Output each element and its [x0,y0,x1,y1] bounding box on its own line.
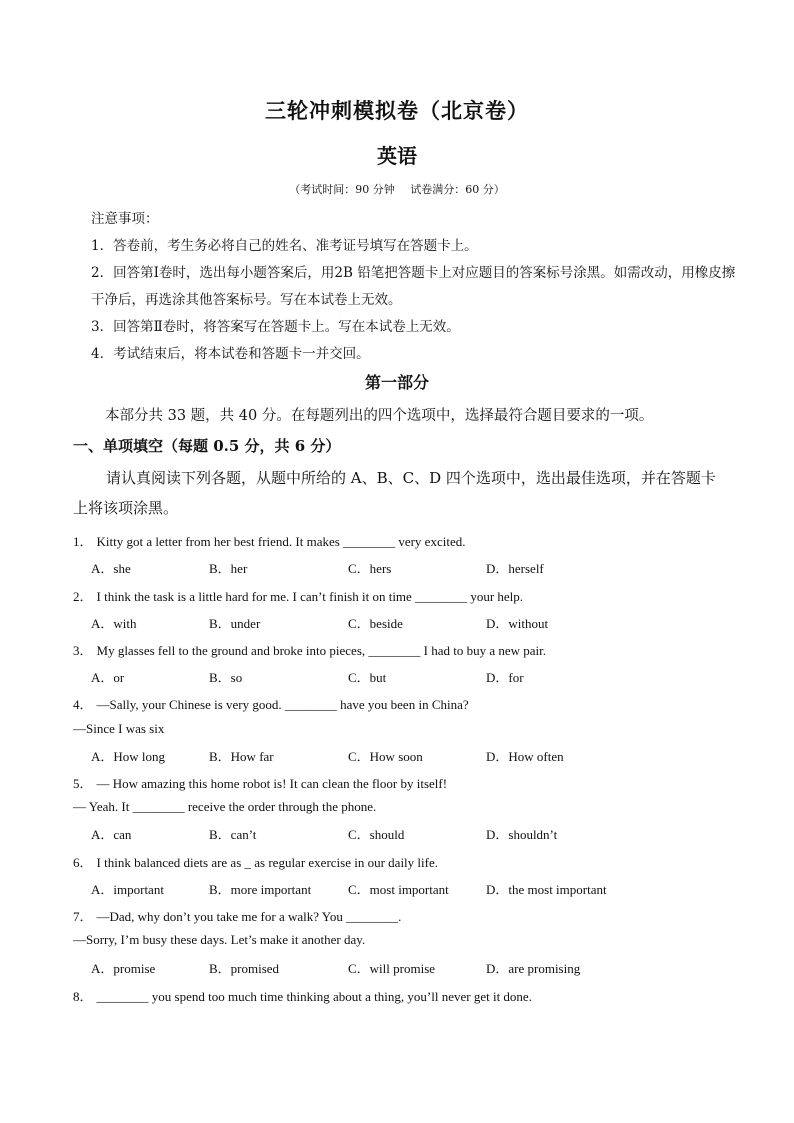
answer-option: C．should [348,827,405,842]
exam-time: （考试时间：90 分钟 [289,183,395,196]
part-description: 本部分共 33 题，共 40 分。在每题列出的四个选项中，选择最符合题目要求的一项。 [105,408,654,424]
question-number: 6． [73,855,93,870]
section-instruction [73,463,723,523]
question-number: 8． [73,989,93,1004]
question-stem [73,852,438,871]
answer-option: D．without [486,616,549,631]
question-text: I think the task is a little hard for me. I can’t finish it on time ________ your help. [96,589,524,604]
question-text: I think balanced diets are as _ as regular exercise in our daily life. [96,855,438,870]
answer-option: A．she [91,561,131,576]
answer-option: B．promised [209,961,280,976]
answer-option: B．more important [209,882,312,897]
answer-option: D．for [486,670,524,685]
answer-option: A．promise [91,961,156,976]
question-number: 2． [73,589,93,604]
question-text: —Sally, your Chinese is very good. ________ have you been in China? [96,697,469,712]
answer-option: C．most important [348,882,449,897]
question-number: 5． [73,776,93,791]
question-text: Kitty got a letter from her best friend. It makes ________ very excited. [96,534,466,549]
answer-option: A．How long [91,749,166,764]
dialogue-line: —Since I was six [73,721,165,736]
notice-block [91,206,741,368]
question-number: 3． [73,643,93,658]
answer-option: C．beside [348,616,403,631]
question-number: 4． [73,697,93,712]
question-stem [73,773,447,792]
answer-option: B．her [209,561,248,576]
answer-option: B．so [209,670,243,685]
answer-option: D．herself [486,561,544,576]
exam-score: 试卷满分：60 分） [410,183,505,196]
answer-option: A．or [91,670,125,685]
question-number: 1． [73,534,93,549]
answer-option: B．under [209,616,261,631]
answer-option: C．but [348,670,387,685]
answer-option: A．can [91,827,132,842]
question-stem [73,694,469,713]
answer-option: C．How soon [348,749,423,764]
answer-option: D．are promising [486,961,581,976]
question-text: — How amazing this home robot is! It can clean the floor by itself! [96,776,448,791]
notice-item: 4．考试结束后，将本试卷和答题卡一并交回。 [91,346,370,362]
question-number: 7． [73,909,93,924]
answer-option: D．How often [486,749,564,764]
notice-heading: 注意事项： [91,211,159,227]
instruction-text: 请认真阅读下列各题，从题中所给的 A、B、C、D 四个选项中，选出最佳选项，并在答题卡上将该项涂黑。 [73,469,716,517]
section-title: 一、单项填空（每题 0.5 分，共 6 分） [73,437,341,455]
answer-option: B．can’t [209,827,257,842]
dialogue-line: — Yeah. It ________ receive the order through the phone. [73,799,377,814]
part-title: 第一部分 [364,373,429,392]
question-text: ________ you spend too much time thinking about a thing, you’ll never get it done. [96,989,532,1004]
notice-item: 1．答卷前，考生务必将自己的姓名、准考证号填写在答题卡上。 [91,238,478,254]
question-text: —Dad, why don’t you take me for a walk? You ________. [96,909,402,924]
answer-option: D．the most important [486,882,607,897]
exam-info [0,181,794,197]
question-text: My glasses fell to the ground and broke into pieces, ________ I had to buy a new pair. [96,643,547,658]
subject-title: 英语 [377,144,417,168]
answer-option: D．shouldn’t [486,827,558,842]
question-stem [73,986,532,1005]
question-stem [73,906,401,925]
answer-option: A．with [91,616,137,631]
question-stem [73,531,465,550]
dialogue-line: —Sorry, I’m busy these days. Let’s make it another day. [73,932,366,947]
question-stem [73,586,523,605]
notice-item: 3．回答第Ⅱ卷时，将答案写在答题卡上。写在本试卷上无效。 [91,319,460,335]
answer-option: B．How far [209,749,274,764]
notice-item: 2．回答第Ⅰ卷时，选出每小题答案后，用2B 铅笔把答题卡上对应题目的答案标号涂黑。如需改动，用橡皮擦干净后，再选涂其他答案标号。写在本试卷上无效。 [91,265,736,308]
question-stem [73,640,546,659]
exam-title: 三轮冲刺模拟卷（北京卷） [265,98,529,123]
answer-option: C．will promise [348,961,436,976]
answer-option: A．important [91,882,164,897]
answer-option: C．hers [348,561,392,576]
